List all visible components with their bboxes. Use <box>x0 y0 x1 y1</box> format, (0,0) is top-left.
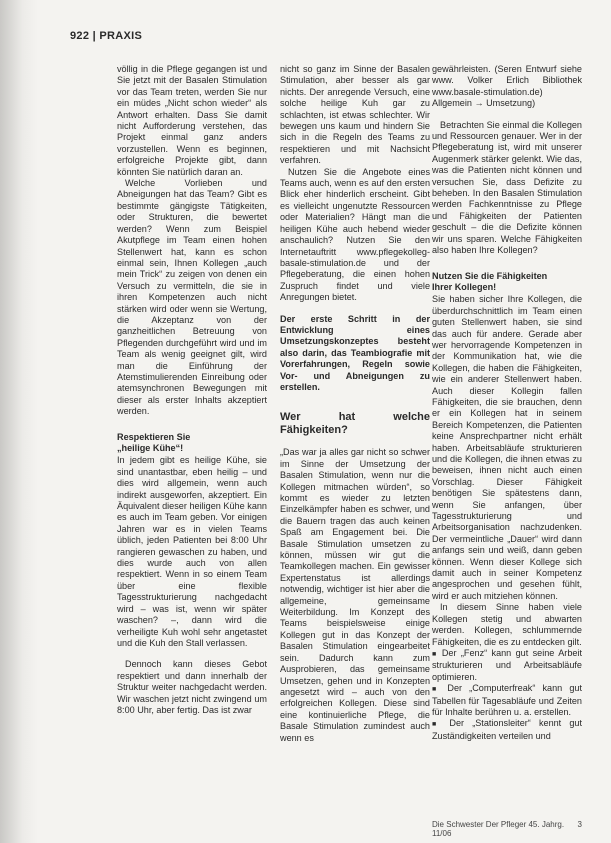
bullet-item: ■ Der „Fenz“ kann gut seine Arbeit strukturieren und Arbeitsabläufe optimieren. <box>432 648 582 683</box>
paragraph: gewährleisten. (Seren Entwurf siehe www. Volker Erlich Bibliothek www.basale-stimulation.de) Allgemein → Umsetzung) <box>432 64 582 109</box>
paragraph: In diesem Sinne haben viele Kollegen stetig und abwarten werden. Kollegen, schlummernde Fähigkeiten, die es zu entdecken gilt. <box>432 602 582 647</box>
summary-paragraph: Der erste Schritt in der Entwicklung eines Umsetzungskonzeptes besteht also darin, das Teambiografie mit Vorerfahrungen, Regeln sowie Vor- und Abneigungen zu erstellen. <box>280 313 430 392</box>
subheading <box>432 271 582 294</box>
page-number: 922 <box>70 30 90 42</box>
paragraph: nicht so ganz im Sinne der Basalen Stimulation, aber besser als gar nichts. Der anregende Versuch, eine solche heilige Kuh gar zu schlachten, ist etwas schlechter. Wir bewegen uns kaum und hindern Sie sich in die Regeln des Teams zu respektieren und mit Nachsicht verfahren. <box>280 64 430 166</box>
header-separator: | <box>92 30 100 42</box>
paragraph: Dennoch kann dieses Gebot respektiert und dann innerhalb der Struktur weiter nachgedacht werden. Wir waschen jetzt nicht zwingend um 8:00 Uhr, aber fertig. Das ist zwar <box>117 659 267 715</box>
bullet-item: ■ Der „Stationsleiter“ kennt gut Zuständigkeiten verteilen und <box>432 718 582 742</box>
page-footer <box>432 820 582 838</box>
journal-citation: Die Schwester Der Pfleger 45. Jahrg. 11/06 <box>432 820 565 838</box>
subheading-line: Nutzen Sie die Fähigkeiten <box>432 270 548 281</box>
page-gutter-shadow <box>0 0 38 843</box>
paragraph: „Das war ja alles gar nicht so schwer im Sinne der Umsetzung der Basalen Stimulation, wenn nur die Kollegen mitmachen würden“, so kommt es wieder zu letzten Einzelkämpfer haben es schwer, und die Bauern tragen das auch keinen Spaß am Engagement bei. Die Basale Stimulation umsetzen zu können, müssen wir gut die Teamkollegen machen. Ein gewisser Expertenstatus ist allerdings notwendig, wichtiger ist hier aber die allgemeine, gemeinsame Weiterbildung. Im Konzept des Teams beispielsweise einige Kollegen gut in das Konzept der Basalen Stimulation eingearbeitet sein. Dadurch kann zum Ausprobieren, das gemeinsame Umsetzen, gehen und in Konzepten angesetzt wird – auch von den erfolgreichen Kollegen. Diese sind eine kontinuierliche Pflege, die Basale Stimulation zumindest auch wenn es <box>280 447 430 743</box>
section-title: PRAXIS <box>99 30 143 42</box>
subheading-line: „heilige Kühe“! <box>117 443 184 453</box>
text-column-3 <box>432 64 582 742</box>
paragraph: In jedem gibt es heilige Kühe, sie sind unantastbar, eben heilig – und dies wird allgemein, wenn auch indirekt ausgeworfen, akzeptiert. Ein Äquivalent dieser heiligen Kühe kann es auch im Team geben. Vor einigen Jahren war es in vielen Teams üblich, jeden Patienten bei 8:00 Uhr rangieren gewaschen zu haben, und dies wurde auch von allen respektiert. Wenn in so einem Team über eine flexible Tagesstrukturierung nachgedacht wird – was ist, wenn wir später waschen? –, dann wird die verheiligte Kuh wohl sehr angetastet und die Kuh den Stall verlassen. <box>117 455 267 648</box>
subheading-line: Ihrer Kollegen! <box>432 281 497 292</box>
text-column-2 <box>280 64 430 744</box>
paragraph: Betrachten Sie einmal die Kollegen und Ressourcen genauer. Wer in der Pflegeberatung ist, wird mit unserer Augenmerk stärker gelenkt. Wie das, was die Patienten nicht können und versuchen Sie, dass Defizite zu beheben. In den Basalen Stimulation werden Fachkenntnisse zu Pflege und Fähigkeiten der Patienten geschult – die die Defizite können wir uns sparen. Welche Fähigkeiten also haben Ihre Kollegen? <box>432 119 582 256</box>
text-column-1 <box>117 64 267 716</box>
paragraph: Welche Vorlieben und Abneigungen hat das Team? Gibt es bestimmte gängigste Tätigkeiten, oder Strukturen, die bewertet werden? Wenn zum Beispiel Akutpflege im Team einen hohen Stellenwert hat, kann es schon einmal sein, Ihnen Kollegen „auch mein Trick“ zu zeigen von denen ein Versuch zu vermitteln, die sie in ihren Kompetenzen auch nicht stärken wird oder wenn sie Wertung, die Akzeptanz von der ganzheitlichen Betreuung von Pflegenden durchgeführt wird und im Team als wenig geeignet gilt, wird man die Einführung der Atemstimulierenden Einreibung oder atemsynchronen Bewegungen mit dieser als erster Inhalts akzeptiert werden. <box>117 178 267 417</box>
section-heading: Wer hat welche Fähigkeiten? <box>280 411 430 437</box>
bullet-item: ■ Der „Computerfreak“ kann gut Tabellen für Tagesabläufe und Zeiten für Inhalte berühren u. a. erstellen. <box>432 683 582 718</box>
paragraph: Sie haben sicher Ihre Kollegen, die überdurchschnittlich im Team einen guten Stellenwert haben, sie sind das auch für andere. Gerade aber wer hervorragende Kompetenzen in der Kommunikation hat, wie die Kollegen, die haben die Fähigkeiten, wie ein anderer Stellenwert haben. Auch dieser Kollegin fallen Fähigkeiten, die sie brauchen, denn er ein Kollegen hat in seinem Bereich Kompetenzen, die Patienten keine Ansprechpartner nicht erhält haben. Arbeitsabläufe strukturieren und die Kollegen, die ihnen etwas zu beweisen, ihnen nicht auch einen Vorschlag. Dieser Fähigkeit benötigen Sie spätestens dann, wenn Sie anfangen, über Tagesstrukturierung und Arbeitsorganisation nachzudenken. Der vermeintliche „Dauer“ wird dann anfangs sein und weiß, dann geben können. Wenn dieser Kollege sich damit auch in seiner Kompetenz angesprochen und gesehen fühlt, wird er auch mitziehen können. <box>432 294 582 601</box>
subheading-line: Respektieren Sie <box>117 431 191 442</box>
paragraph: Nutzen Sie die Angebote eines Teams auch, wenn es auf den ersten Blick eher hinderlich erscheint. Gibt es vielleicht ungenutzte Ressourcen oder Materialien? Hängt man die heiligen Kühe auch hebend wieder anschaulich? Nutzen Sie den Internetauftritt www.pflegekolleg-basale-stimulation.de und der Pflegeberatung, die einen hohen Zuspruch findet und viele Anregungen bietet. <box>280 166 430 303</box>
subheading <box>117 432 267 455</box>
paragraph: völlig in die Pflege gegangen ist und Sie jetzt mit der Basalen Stimulation vor das Team treten, werden Sie nur ein müdes „Nicht schon wieder“ als Antwort erhalten. Dass Sie damit nicht Aufforderung verstehen, das Projekt einmal ganz anders vorzustellen. Wenn es beginnen, erfolgreiche Projekte gibt, dann könnten Sie natürlich daran an. <box>117 64 267 177</box>
footer-page-ref: 3 <box>577 820 582 829</box>
page-header <box>70 30 142 42</box>
